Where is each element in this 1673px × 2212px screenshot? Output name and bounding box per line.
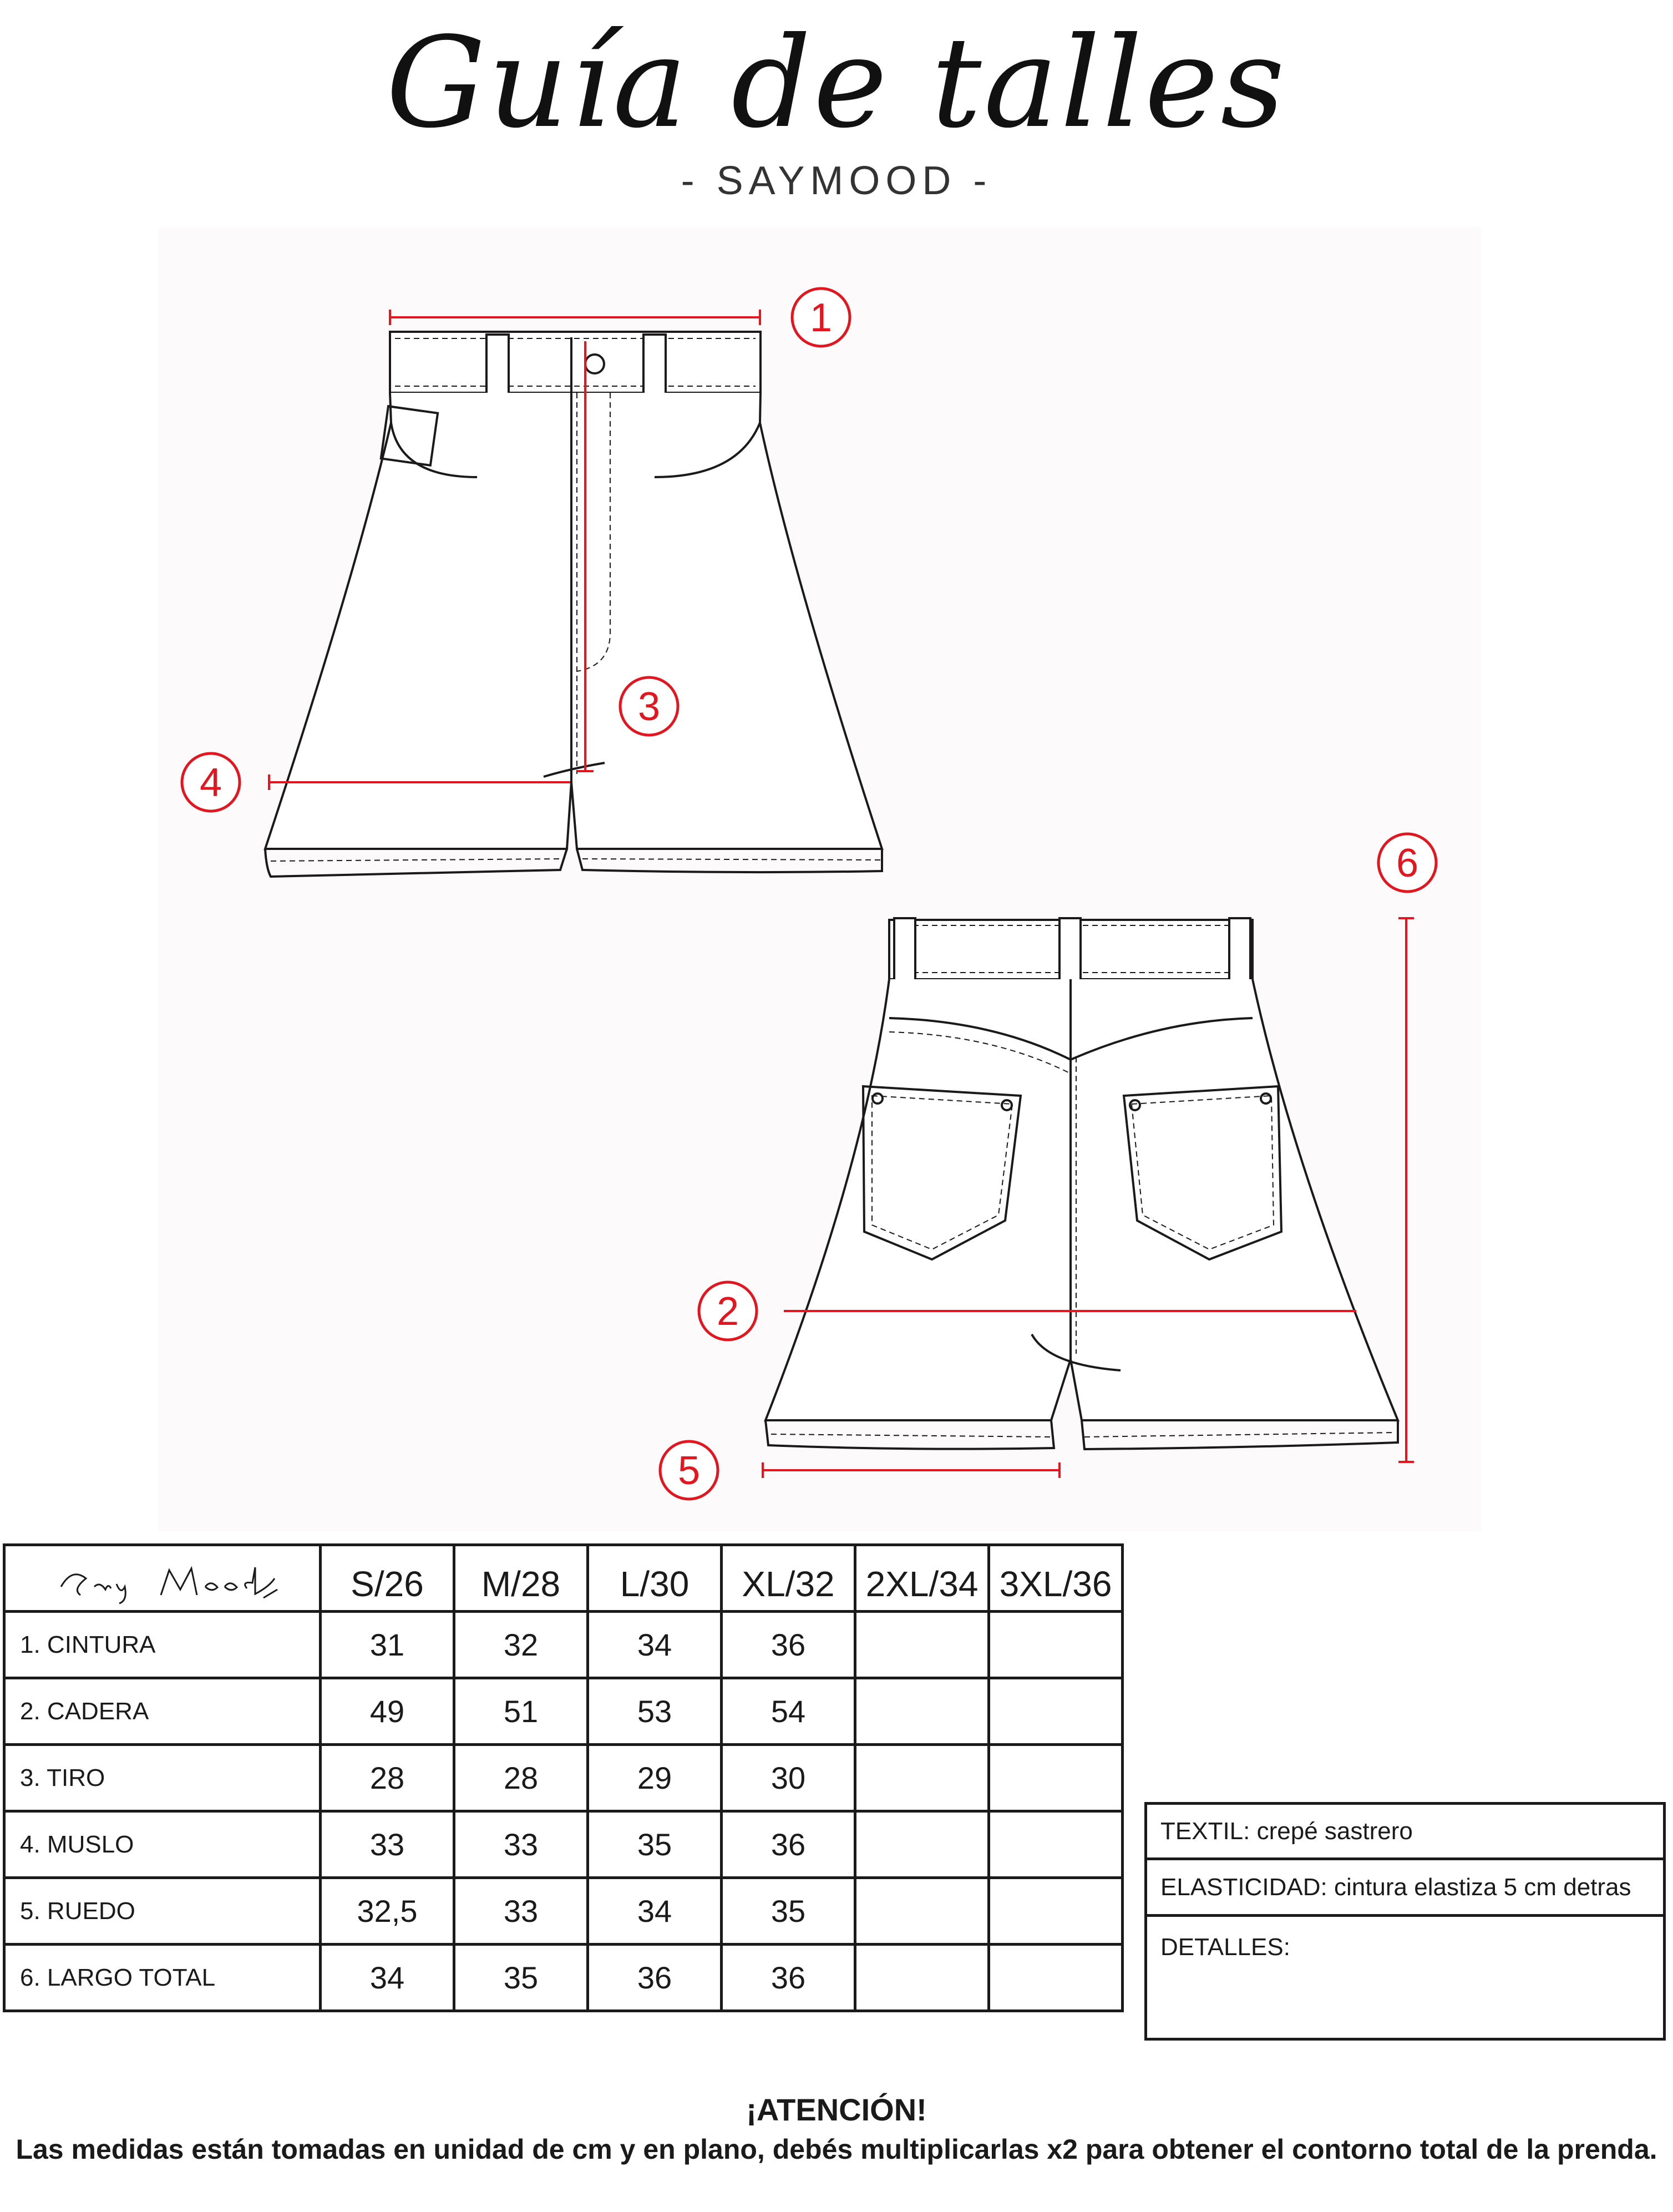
row-label: 5. RUEDO — [4, 1878, 321, 1945]
brand-signature-logo — [55, 1556, 288, 1606]
marker-2-label: 2 — [716, 1289, 739, 1334]
row-label: 3. TIRO — [4, 1745, 321, 1811]
table-cell: 28 — [454, 1745, 588, 1811]
table-row-tiro — [4, 1745, 1123, 1811]
measure-marker-2 — [699, 1282, 757, 1340]
table-cell — [855, 1945, 989, 2011]
size-header-m: M/28 — [454, 1545, 588, 1612]
table-cell — [855, 1811, 989, 1878]
table-row-ruedo — [4, 1878, 1123, 1945]
row-label: 1. CINTURA — [4, 1612, 321, 1678]
brand-subtitle: - SAYMOOD - — [681, 159, 992, 203]
table-cell — [855, 1678, 989, 1745]
table-cell: 32,5 — [321, 1878, 454, 1945]
table-cell: 35 — [588, 1811, 722, 1878]
table-cell — [989, 1745, 1123, 1811]
table-cell: 32 — [454, 1612, 588, 1678]
table-cell: 31 — [321, 1612, 454, 1678]
table-cell: 33 — [454, 1811, 588, 1878]
table-cell — [989, 1945, 1123, 2011]
table-cell: 33 — [321, 1811, 454, 1878]
front-shorts-drawing — [265, 332, 882, 877]
table-cell: 33 — [454, 1878, 588, 1945]
row-label: 4. MUSLO — [4, 1811, 321, 1878]
measure-marker-1 — [792, 288, 850, 346]
table-row-muslo — [4, 1811, 1123, 1878]
size-header-l: L/30 — [588, 1545, 722, 1612]
table-cell: 35 — [454, 1945, 588, 2011]
attention-heading: ¡ATENCIÓN! — [746, 2092, 927, 2127]
size-table-header — [4, 1545, 1123, 1612]
table-cell: 34 — [588, 1878, 722, 1945]
back-shorts-drawing — [765, 918, 1398, 1449]
table-cell — [989, 1678, 1123, 1745]
table-cell: 36 — [722, 1811, 855, 1878]
table-cell: 34 — [588, 1612, 722, 1678]
size-header-2xl: 2XL/34 — [855, 1545, 989, 1612]
table-cell: 36 — [722, 1612, 855, 1678]
measure-marker-6 — [1378, 834, 1436, 892]
row-label: 6. LARGO TOTAL — [4, 1945, 321, 2011]
measurement-note: Las medidas están tomadas en unidad de cm y en plano, debés multiplicarlas x2 para obtener el contorno total de la prenda. — [16, 2134, 1657, 2165]
marker-6-label: 6 — [1396, 841, 1419, 885]
table-cell: 30 — [722, 1745, 855, 1811]
size-header-3xl: 3XL/36 — [989, 1545, 1123, 1612]
brand-signature-cell — [4, 1545, 321, 1612]
table-cell: 53 — [588, 1678, 722, 1745]
table-row-largo-total — [4, 1945, 1123, 2011]
table-cell: 34 — [321, 1945, 454, 2011]
table-cell: 36 — [588, 1945, 722, 2011]
size-header-xl: XL/32 — [722, 1545, 855, 1612]
table-cell: 54 — [722, 1678, 855, 1745]
table-row-cintura — [4, 1612, 1123, 1678]
table-cell — [855, 1878, 989, 1945]
table-cell: 51 — [454, 1678, 588, 1745]
table-cell: 35 — [722, 1878, 855, 1945]
table-cell: 28 — [321, 1745, 454, 1811]
table-cell: 36 — [722, 1945, 855, 2011]
size-table — [3, 1543, 1124, 2012]
measure-marker-5 — [660, 1441, 718, 1499]
size-header-s: S/26 — [321, 1545, 454, 1612]
table-cell — [989, 1878, 1123, 1945]
table-cell: 29 — [588, 1745, 722, 1811]
textil-info: TEXTIL: crepé sastrero — [1146, 1804, 1665, 1859]
table-cell — [855, 1612, 989, 1678]
table-cell — [989, 1811, 1123, 1878]
table-cell — [989, 1612, 1123, 1678]
fabric-info-table — [1144, 1802, 1666, 2041]
marker-4-label: 4 — [199, 761, 222, 805]
marker-5-label: 5 — [677, 1449, 701, 1493]
page-title: Guía de talles — [386, 11, 1287, 156]
measure-marker-3 — [620, 677, 678, 735]
detalles-info: DETALLES: — [1146, 1916, 1665, 2039]
elasticidad-info: ELASTICIDAD: cintura elastiza 5 cm detras — [1146, 1859, 1665, 1916]
table-cell — [855, 1745, 989, 1811]
table-row-cadera — [4, 1678, 1123, 1745]
table-cell: 49 — [321, 1678, 454, 1745]
measure-marker-4 — [182, 753, 240, 811]
marker-1-label: 1 — [809, 296, 833, 340]
row-label: 2. CADERA — [4, 1678, 321, 1745]
marker-3-label: 3 — [637, 685, 661, 729]
